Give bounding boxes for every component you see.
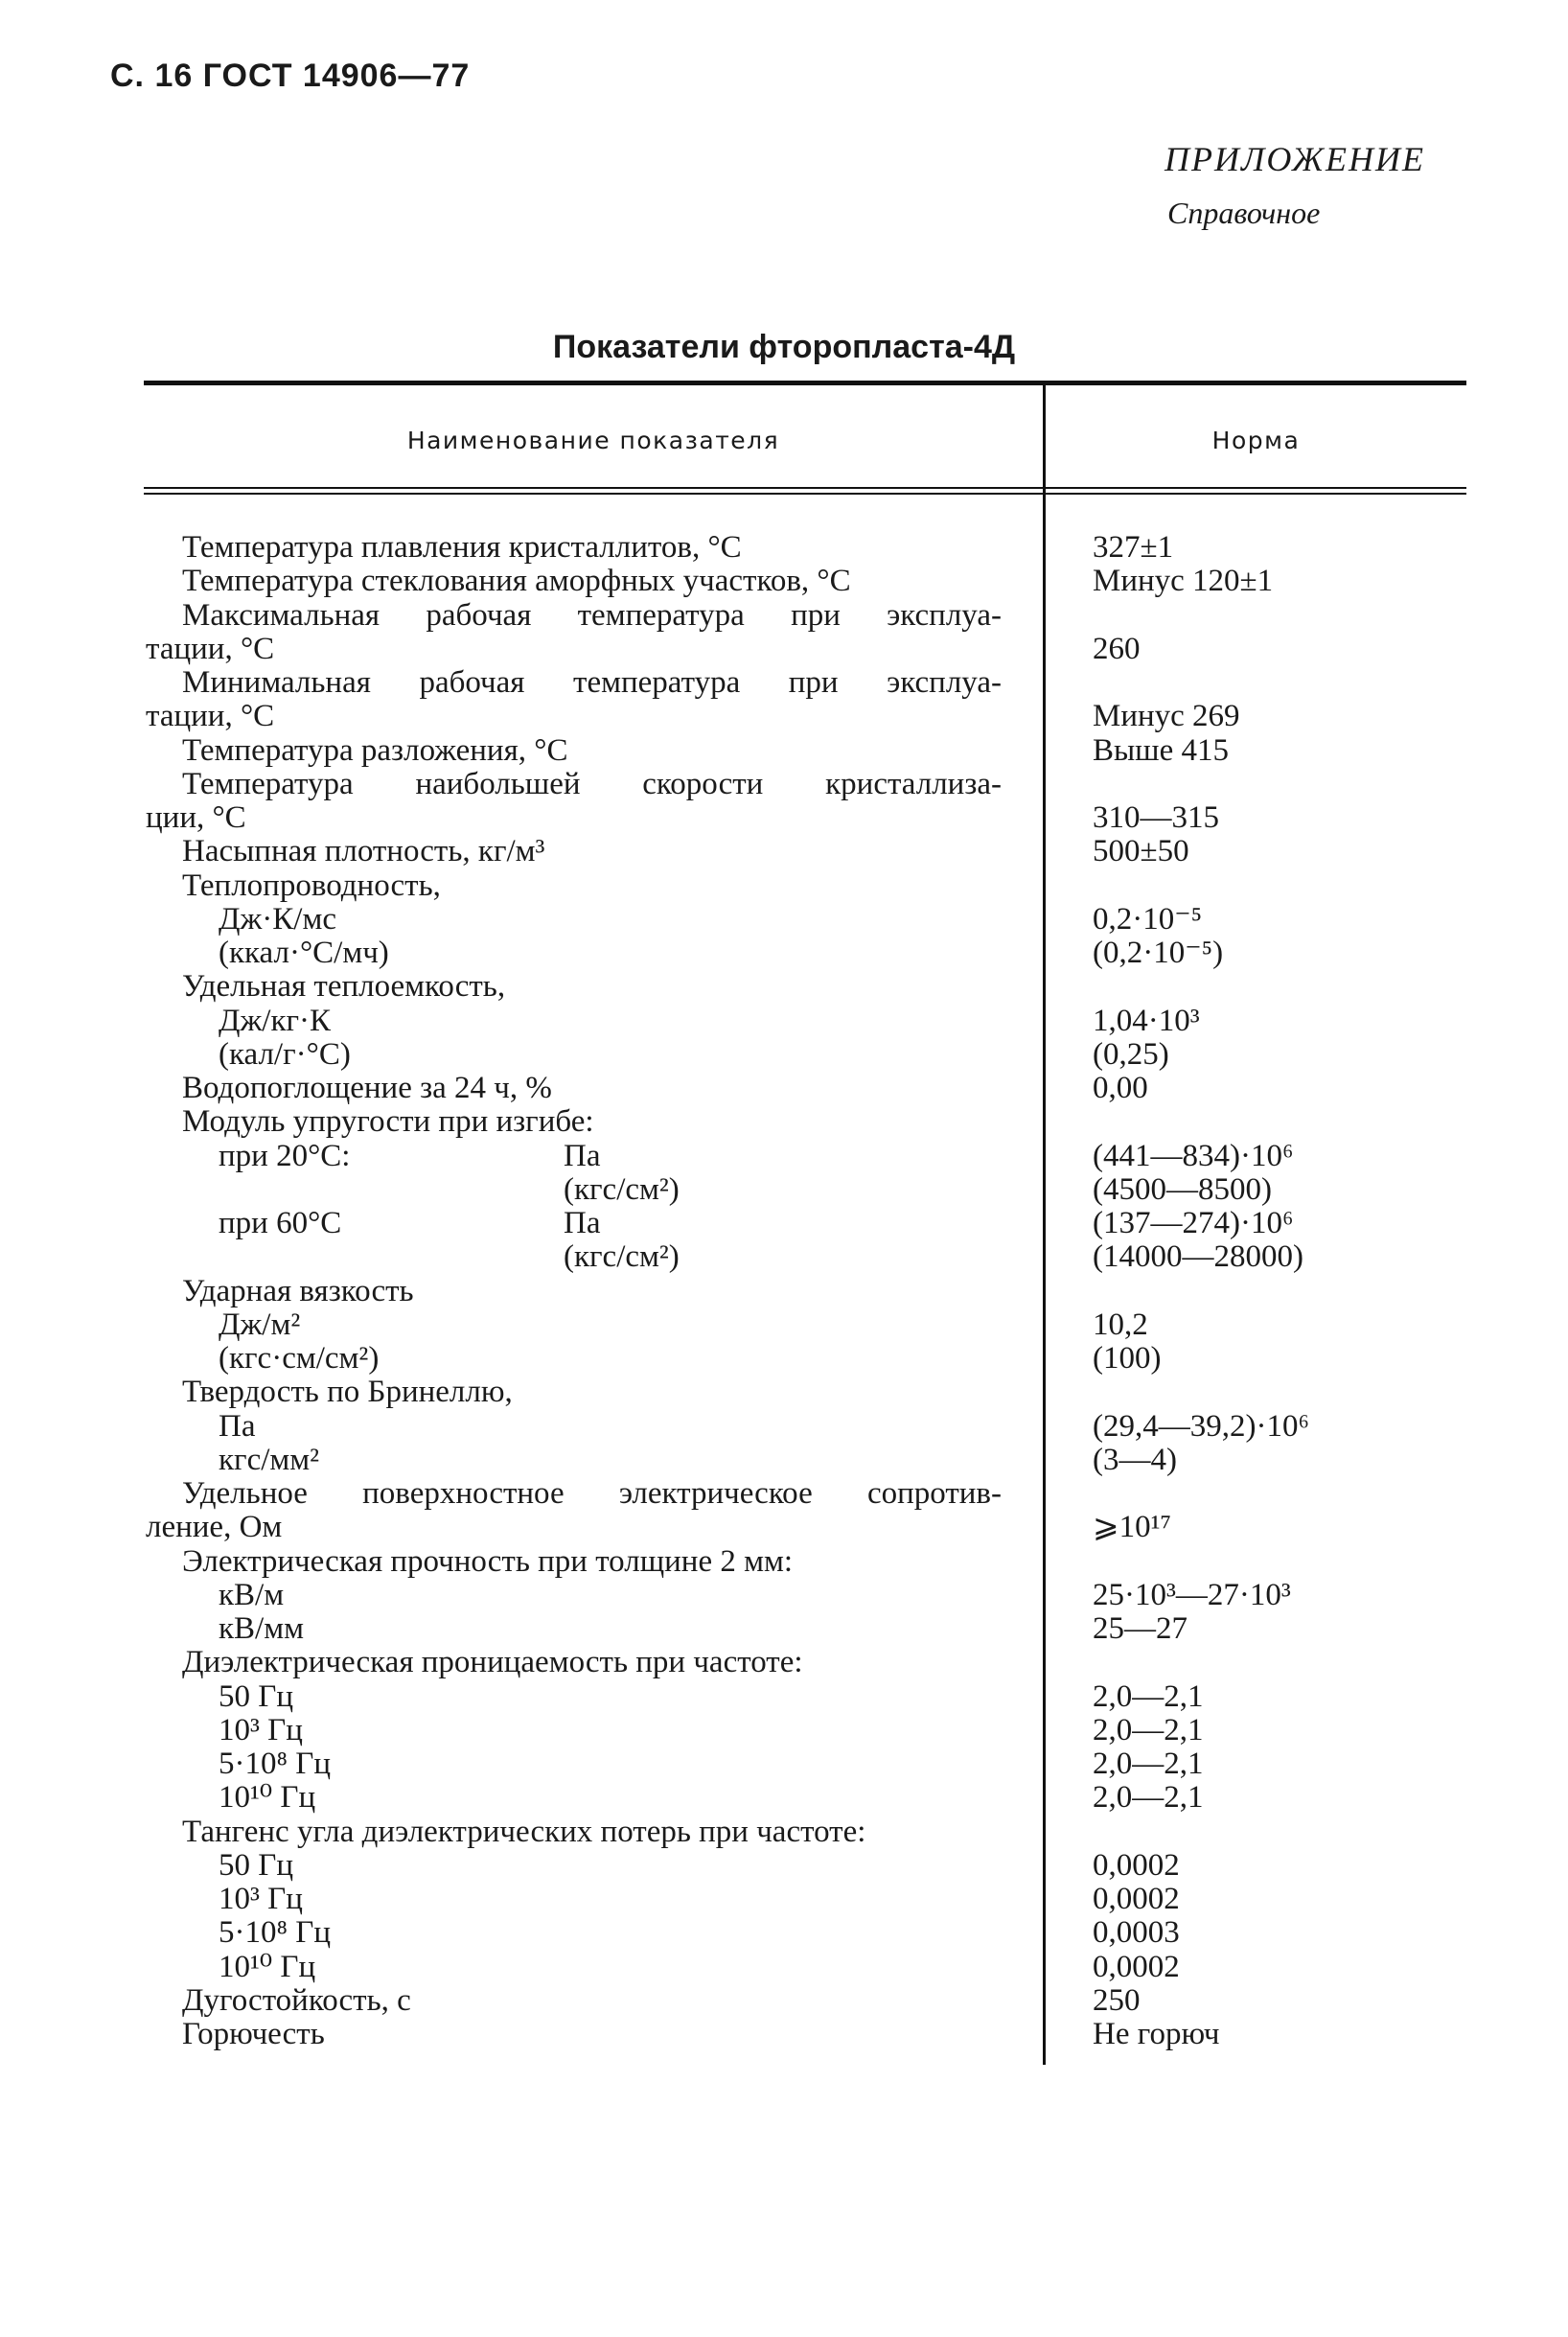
- row-unit: (кгс/см²): [564, 1171, 680, 1207]
- row-name: Удельная теплоемкость,: [182, 969, 506, 1005]
- table-row: [0, 700, 1568, 733]
- table-row: [0, 1816, 1568, 1849]
- row-name: Водопоглощение за 24 ч, %: [182, 1071, 552, 1105]
- table-row: [0, 1545, 1568, 1579]
- row-value: 0,00: [1093, 1071, 1148, 1105]
- table-row: [0, 869, 1568, 903]
- table-row: [0, 734, 1568, 768]
- row-value: Минус 120±1: [1093, 564, 1274, 599]
- appendix-subtitle: Справочное: [1167, 196, 1321, 230]
- table-row: [0, 2018, 1568, 2051]
- column-header-name: Наименование показателя: [406, 427, 780, 454]
- table-row: [0, 1207, 1568, 1240]
- row-value: 0,0002: [1093, 1882, 1180, 1916]
- row-name: Дж/м²: [219, 1307, 301, 1342]
- row-name: (ккал·°С/мч): [219, 936, 389, 970]
- row-name: 10¹⁰ Гц: [219, 1780, 316, 1816]
- row-value: (14000—28000): [1093, 1239, 1303, 1275]
- row-name: при 20°С:: [219, 1138, 351, 1173]
- table-row: [0, 1038, 1568, 1072]
- row-value: (137—274)·10⁶: [1093, 1206, 1294, 1240]
- row-name: Диэлектрическая проницаемость при частоте:: [182, 1645, 803, 1680]
- row-name: ление, Ом: [146, 1510, 283, 1545]
- row-value: 2,0—2,1: [1093, 1712, 1204, 1747]
- row-name: Твердость по Бринеллю,: [182, 1375, 513, 1410]
- row-value: ⩾10¹⁷: [1093, 1510, 1172, 1545]
- table-row: [0, 1714, 1568, 1747]
- page-header: С. 16 ГОСТ 14906—77: [110, 58, 471, 94]
- row-value: (0,2·10⁻⁵): [1093, 936, 1224, 970]
- table-row: [0, 1275, 1568, 1308]
- row-name: Температура плавления кристаллитов, °С: [182, 530, 742, 565]
- table-row: [0, 565, 1568, 598]
- row-name: кВ/мм: [219, 1611, 304, 1646]
- row-value: (4500—8500): [1093, 1171, 1272, 1207]
- row-value: (441—834)·10⁶: [1093, 1138, 1294, 1173]
- table-row: [0, 1781, 1568, 1815]
- table-row: [0, 1951, 1568, 1984]
- row-name: (кал/г·°С): [219, 1036, 351, 1072]
- row-name: Тангенс угла диэлектрических потерь при частоте:: [182, 1814, 866, 1849]
- row-value: 500±50: [1093, 834, 1189, 869]
- table-row: [0, 1005, 1568, 1038]
- table-row: [0, 1105, 1568, 1139]
- row-name: кВ/м: [219, 1577, 285, 1612]
- table-top-rule: [144, 381, 1466, 385]
- row-name: 10³ Гц: [219, 1882, 303, 1916]
- table-row: [0, 1173, 1568, 1207]
- table-title: Показатели фторопласта-4Д: [552, 329, 1016, 365]
- row-value: 2,0—2,1: [1093, 1747, 1204, 1781]
- row-unit: Па: [564, 1206, 601, 1240]
- table-row: [0, 903, 1568, 937]
- table-row: [0, 768, 1568, 801]
- table-row: [0, 835, 1568, 868]
- row-value: 250: [1093, 1982, 1141, 2018]
- table-row: [0, 531, 1568, 565]
- row-value: (100): [1093, 1341, 1162, 1376]
- row-name: Температура стеклования аморфных участков, °С: [182, 564, 851, 599]
- row-name: 10¹⁰ Гц: [219, 1949, 316, 1984]
- table-row: [0, 1612, 1568, 1646]
- row-value: 25·10³—27·10³: [1093, 1577, 1291, 1612]
- row-name: 5·10⁸ Гц: [219, 1915, 331, 1951]
- row-value: Не горюч: [1093, 2017, 1220, 2051]
- table-row: [0, 1984, 1568, 2018]
- table-row: [0, 633, 1568, 666]
- row-value: 0,0002: [1093, 1847, 1180, 1883]
- table-row: [0, 1849, 1568, 1883]
- row-value: 0,0003: [1093, 1915, 1180, 1951]
- row-unit: Па: [564, 1138, 601, 1173]
- row-value: 1,04·10³: [1093, 1003, 1200, 1038]
- row-value: 260: [1093, 631, 1141, 666]
- table-row: [0, 1477, 1568, 1511]
- table-row: [0, 801, 1568, 835]
- table-body: [0, 531, 1568, 2051]
- row-name: 5·10⁸ Гц: [219, 1747, 331, 1781]
- row-value: 10,2: [1093, 1307, 1148, 1342]
- row-value: 2,0—2,1: [1093, 1678, 1204, 1714]
- row-name: 50 Гц: [219, 1678, 293, 1714]
- row-name: Температура разложения, °С: [182, 732, 568, 768]
- row-name: кгс/мм²: [219, 1442, 320, 1477]
- row-value: 2,0—2,1: [1093, 1780, 1204, 1816]
- row-name: Удельное поверхностное электрическое сопротив-: [182, 1476, 1002, 1511]
- row-name: Электрическая прочность при толщине 2 мм:: [182, 1543, 794, 1579]
- row-name: Ударная вязкость: [182, 1273, 414, 1308]
- row-value: (3—4): [1093, 1442, 1177, 1477]
- table-row: [0, 1579, 1568, 1612]
- table-row: [0, 1140, 1568, 1173]
- table-row: [0, 666, 1568, 700]
- table-row: [0, 1680, 1568, 1714]
- row-name: тации, °С: [146, 631, 275, 666]
- row-name: (кгс·см/см²): [219, 1341, 380, 1376]
- table-row: [0, 1444, 1568, 1477]
- table-row: [0, 1376, 1568, 1409]
- row-value: Выше 415: [1093, 732, 1229, 768]
- table-row: [0, 1511, 1568, 1544]
- row-name: 10³ Гц: [219, 1712, 303, 1747]
- header-rule: [144, 487, 1466, 489]
- row-value: (0,25): [1093, 1036, 1169, 1072]
- table-row: [0, 1916, 1568, 1950]
- row-name: Горючесть: [182, 2017, 325, 2051]
- table-row: [0, 970, 1568, 1004]
- row-value: 0,2·10⁻⁵: [1093, 901, 1203, 937]
- row-name: Дугостойкость, с: [182, 1982, 411, 2018]
- table-row: [0, 1342, 1568, 1376]
- row-name: Дж/кг·К: [219, 1003, 332, 1038]
- row-name: Па: [219, 1408, 256, 1444]
- row-unit: (кгс/см²): [564, 1239, 680, 1275]
- row-value: 310—315: [1093, 800, 1219, 835]
- column-header-norm: Норма: [1211, 427, 1301, 454]
- table-row: [0, 1883, 1568, 1916]
- row-name: Теплопроводность,: [182, 868, 441, 903]
- table-row: [0, 1308, 1568, 1342]
- header-rule-double: [144, 493, 1466, 495]
- row-name: Максимальная рабочая температура при эксплуа-: [182, 597, 1002, 633]
- table-row: [0, 1646, 1568, 1679]
- table-row: [0, 937, 1568, 970]
- table-row: [0, 1747, 1568, 1781]
- row-name: тации, °С: [146, 699, 275, 734]
- row-value: 327±1: [1093, 530, 1174, 565]
- row-name: Модуль упругости при изгибе:: [182, 1104, 594, 1140]
- row-name: Дж·К/мс: [219, 901, 337, 937]
- row-name: 50 Гц: [219, 1847, 293, 1883]
- row-name: Температура наибольшей скорости кристаллиза-: [182, 766, 1002, 801]
- row-value: Минус 269: [1093, 699, 1240, 734]
- table-row: [0, 1240, 1568, 1274]
- row-name: Минимальная рабочая температура при эксплуа-: [182, 665, 1002, 700]
- table-row: [0, 1072, 1568, 1105]
- row-name: Насыпная плотность, кг/м³: [182, 834, 545, 869]
- row-name: при 60°С: [219, 1206, 342, 1240]
- row-value: 25—27: [1093, 1611, 1188, 1646]
- appendix-title: ПРИЛОЖЕНИЕ: [1164, 140, 1425, 178]
- table-row: [0, 1410, 1568, 1444]
- row-value: 0,0002: [1093, 1949, 1180, 1984]
- table-row: [0, 599, 1568, 633]
- row-name: ции, °С: [146, 800, 246, 835]
- row-value: (29,4—39,2)·10⁶: [1093, 1408, 1309, 1444]
